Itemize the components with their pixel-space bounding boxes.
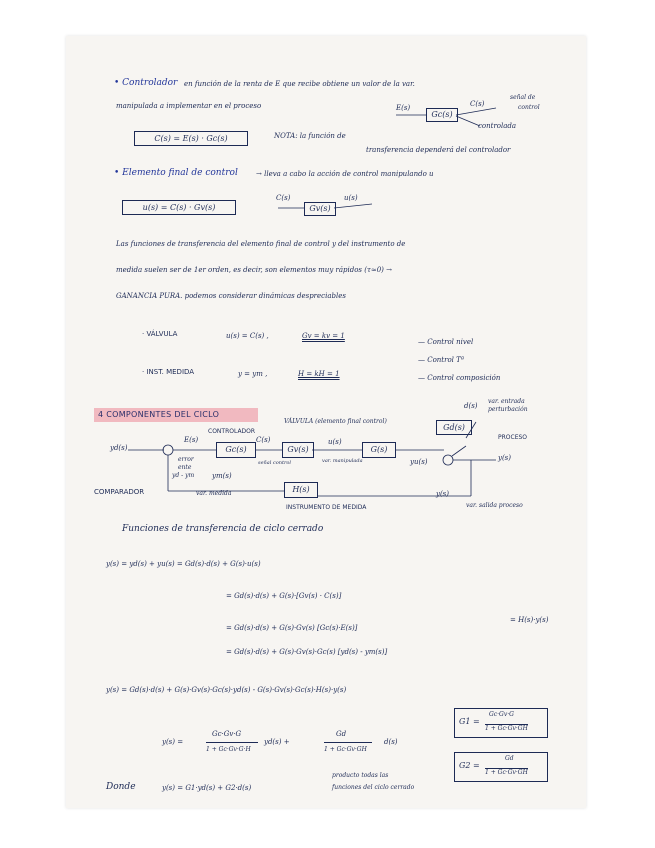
diag-error: E(s): [184, 436, 199, 444]
g2-den: 1 + Gc·Gv·GH: [485, 769, 528, 776]
funciones-eq-6-den-2: 1 + Gc·Gv·GH: [324, 746, 367, 753]
funciones-title: Funciones de transferencia de ciclo cerrado: [122, 524, 324, 534]
diag-gv-block: Gv(s): [282, 442, 314, 458]
diag-yd: yd(s): [110, 444, 128, 452]
g1-den: 1 + Gc·Gv·GH: [485, 725, 528, 732]
diag-error-note: error: [178, 456, 194, 463]
diag-c: C(s): [256, 436, 271, 444]
ejemplo-nivel: — Control nivel: [418, 338, 474, 346]
elemento-final-diag-block: Gv(s): [304, 202, 336, 216]
parrafo-line-3: GANANCIA PURA. podemos considerar dinámicas despreciables: [116, 292, 346, 300]
diag-h-block: H(s): [284, 482, 318, 498]
medida-label: · INST. MEDIDA: [142, 368, 195, 376]
controlador-nota-1: NOTA: la función de: [274, 132, 346, 140]
paper-sheet: [66, 36, 586, 808]
medida-gain: H = kH = 1: [298, 370, 340, 378]
controlador-desc-1: en función de la renta de E que recibe obtiene un valor de la var.: [184, 80, 415, 88]
funciones-eq-3-note: = H(s)·y(s): [510, 616, 549, 624]
g2-box: [454, 752, 548, 782]
ejemplo-temperatura: — Control Tª: [418, 356, 465, 364]
controlador-diag-note-1: señal de: [510, 94, 536, 101]
elemento-final-heading: • Elemento final de control: [114, 168, 238, 178]
funciones-eq-6-mid: yd(s) +: [264, 738, 290, 746]
diag-y-note: var. salida proceso: [466, 502, 523, 509]
elemento-final-desc: → lleva a cabo la acción de control manipulando u: [256, 170, 434, 178]
fraction-bar-2: [324, 742, 372, 743]
diag-ym-note: var. medida: [196, 490, 232, 497]
funciones-eq-6-num-2: Gd: [336, 730, 347, 738]
controlador-formula: C(s) = E(s) · Gc(s): [134, 131, 248, 146]
valvula-label: · VÁLVULA: [142, 330, 178, 338]
controlador-desc-2: manipulada a implementar en el proceso: [116, 102, 262, 110]
diag-y-out: y(s): [436, 490, 450, 498]
diag-gc-block: Gc(s): [216, 442, 256, 458]
diag-yd-minus-ym: yd - ym: [172, 472, 195, 479]
diag-valvula-label: VÁLVULA (elemento final control): [284, 418, 387, 425]
diag-y: y(s): [498, 454, 512, 462]
controlador-diag-out: C(s): [470, 100, 485, 108]
diag-yu: yu(s): [410, 458, 428, 466]
diag-controlador-label: CONTROLADOR: [208, 428, 256, 435]
controlador-diag-in: E(s): [396, 104, 411, 112]
diag-g-block: G(s): [362, 442, 396, 458]
funciones-nota-1: producto todas las: [332, 772, 389, 779]
elemento-final-formula: u(s) = C(s) · Gv(s): [122, 200, 236, 215]
parrafo-line-1: Las funciones de transferencia del elemento final de control y del instrumento de: [116, 240, 406, 248]
diag-error-note-2: ente: [178, 464, 192, 471]
valvula-gain: Gv = kv = 1: [302, 332, 345, 340]
controlador-diag-note-2: control: [518, 104, 540, 111]
diag-d-note-2: perturbación: [488, 406, 528, 413]
diag-u-note: var. manipulada: [322, 458, 363, 464]
funciones-eq-5: y(s) = Gd(s)·d(s) + G(s)·Gv(s)·Gc(s)·yd(s) - G(s)·Gv(s)·Gc(s)·H(s)·y(s): [106, 686, 347, 694]
g1-lhs: G1 =: [459, 717, 480, 726]
elemento-final-diag-out: u(s): [344, 194, 358, 202]
donde-label: Donde: [106, 782, 136, 792]
g1-box: [454, 708, 548, 738]
diag-d: d(s): [464, 402, 478, 410]
funciones-eq-6-num-1: Gc·Gv·G: [212, 730, 242, 738]
funciones-eq-2: = Gd(s)·d(s) + G(s)·[Gv(s) · C(s)]: [226, 592, 342, 600]
g2-num: Gd: [505, 755, 514, 762]
funciones-nota-2: funciones del ciclo cerrado: [332, 784, 415, 791]
controlador-heading: • Controlador: [114, 78, 178, 88]
diag-ym: ym(s): [212, 472, 232, 480]
parrafo-line-2: medida suelen ser de 1er orden, es decir, son elementos muy rápidos (τ≈0) →: [116, 266, 392, 274]
diag-instrumento: INSTRUMENTO DE MEDIDA: [286, 504, 367, 511]
g1-num: Gc·Gv·G: [489, 711, 514, 718]
g2-lhs: G2 =: [459, 761, 480, 770]
diag-proceso: PROCESO: [498, 434, 528, 441]
funciones-eq-6-den-1: 1 + Gc·Gv·G·H: [206, 746, 251, 753]
funciones-eq-1: y(s) = yd(s) + yu(s) = Gd(s)·d(s) + G(s)·u(s): [106, 560, 261, 568]
controlador-nota-2: transferencia dependerá del controlador: [366, 146, 511, 154]
valvula-eq: u(s) = C(s) ,: [226, 332, 269, 340]
componentes-title: 4 COMPONENTES DEL CICLO: [94, 408, 258, 422]
medida-eq: y = ym ,: [238, 370, 268, 378]
funciones-eq-6-end: d(s): [384, 738, 398, 746]
funciones-eq-3: = Gd(s)·d(s) + G(s)·Gv(s) [Gc(s)·E(s)]: [226, 624, 358, 632]
diag-gd-block: Gd(s): [436, 420, 472, 435]
donde-eq: y(s) = G1·yd(s) + G2·d(s): [162, 784, 252, 792]
fraction-bar-1: [206, 742, 258, 743]
ejemplo-composicion: — Control composición: [418, 374, 501, 382]
diag-c-note: señal control: [258, 460, 291, 466]
diag-u: u(s): [328, 438, 342, 446]
diag-d-note-1: var. entrada: [488, 398, 525, 405]
funciones-eq-4: = Gd(s)·d(s) + G(s)·Gv(s)·Gc(s) [yd(s) - ym(s)]: [226, 648, 388, 656]
controlador-diag-block: Gc(s): [426, 108, 458, 122]
funciones-eq-6-lhs: y(s) =: [162, 738, 184, 746]
diag-comparador: COMPARADOR: [94, 488, 145, 496]
elemento-final-diag-in: C(s): [276, 194, 291, 202]
controlador-diag-note-3: controlada: [478, 122, 517, 130]
